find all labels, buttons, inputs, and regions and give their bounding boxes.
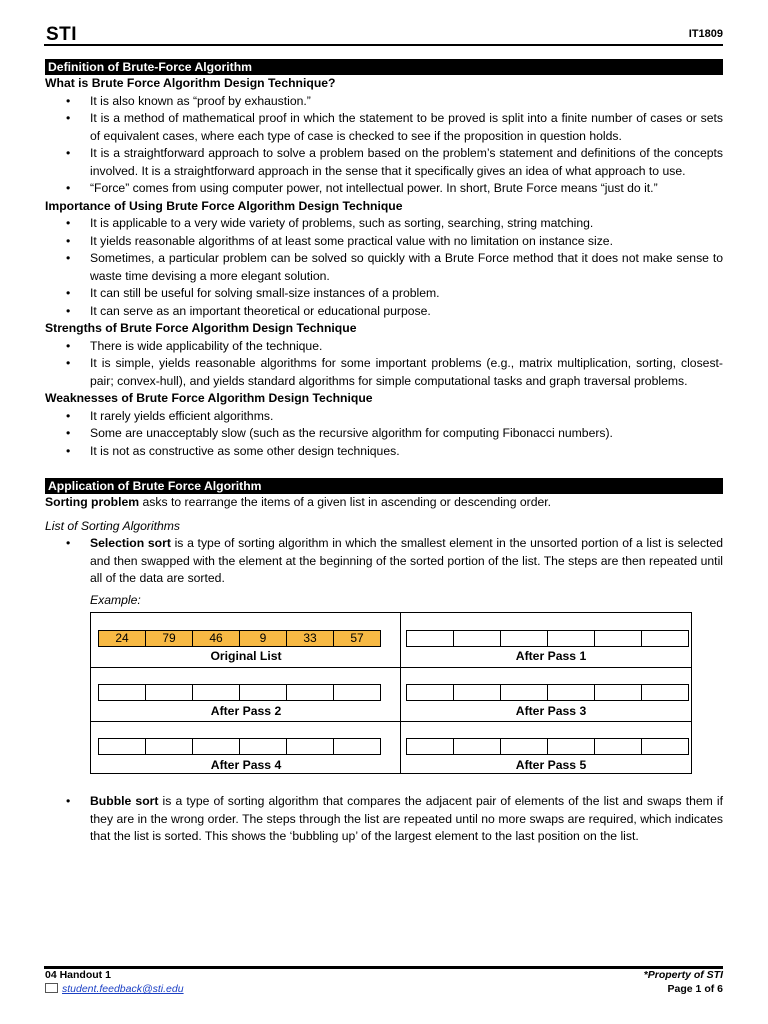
bubble-sort-text: is a type of sorting algorithm that compares the adjacent pair of elements of the list and swaps them if they are in the wrong order. The steps through the list are repeated until no more swaps are required, which indicates that the list is sorted. This shows the ‘bubbling up’ of the largest element to the last position on the list. bbox=[90, 794, 723, 843]
importance-list bbox=[45, 215, 723, 320]
feedback-contact bbox=[45, 983, 184, 995]
original-list-cells bbox=[98, 630, 380, 647]
list-item-bubble-sort bbox=[45, 793, 723, 846]
array-cell bbox=[594, 738, 642, 755]
list-item-selection-sort bbox=[45, 535, 723, 588]
strengths-list bbox=[45, 338, 723, 391]
array-cell bbox=[145, 684, 193, 701]
list-item: • It can still be useful for solving small-size instances of a problem. bbox=[45, 285, 723, 303]
property-notice: *Property of STI bbox=[643, 969, 723, 981]
array-cell bbox=[192, 684, 240, 701]
array-cell bbox=[453, 630, 501, 647]
array-cell bbox=[547, 684, 595, 701]
grid-divider bbox=[400, 613, 401, 773]
example-label: Example: bbox=[90, 592, 141, 607]
weaknesses-list bbox=[45, 408, 723, 461]
list-item: • It is also known as “proof by exhaustion.” bbox=[45, 93, 723, 111]
array-cell bbox=[594, 684, 642, 701]
list-item: • It is applicable to a very wide variety of problems, such as sorting, searching, string matching. bbox=[45, 215, 723, 233]
array-cell bbox=[406, 738, 454, 755]
array-cell bbox=[641, 684, 689, 701]
bubble-sort-term: Bubble sort bbox=[90, 794, 159, 808]
sorting-problem-term: Sorting problem bbox=[45, 495, 140, 509]
section-bar-application: Application of Brute Force Algorithm bbox=[45, 478, 723, 494]
document-body bbox=[45, 59, 723, 846]
heading-importance: Importance of Using Brute Force Algorithm Design Technique bbox=[45, 198, 403, 213]
pass2-cells bbox=[98, 684, 380, 701]
selection-sort-text: is a type of sorting algorithm in which the smallest element in the unsorted portion of a list is selected and then swapped with the element at the beginning of the sorted portion of the list. The steps are then repeated until all of the data are sorted. bbox=[90, 536, 723, 585]
caption-after-pass-4: After Pass 4 bbox=[210, 758, 282, 772]
array-cell bbox=[145, 738, 193, 755]
list-item: • There is wide applicability of the technique. bbox=[45, 338, 723, 356]
heading-strengths: Strengths of Brute Force Algorithm Design Technique bbox=[45, 321, 357, 335]
footer-rule bbox=[44, 966, 723, 969]
page-number: Page 1 of 6 bbox=[667, 983, 723, 995]
pass4-cells bbox=[98, 738, 380, 755]
array-cell: 57 bbox=[333, 630, 381, 647]
list-item: • Some are unacceptably slow (such as the recursive algorithm for computing Fibonacci numbers). bbox=[45, 425, 723, 443]
array-cell bbox=[406, 630, 454, 647]
array-cell: 33 bbox=[286, 630, 334, 647]
envelope-icon bbox=[45, 983, 58, 993]
list-item: • It yields reasonable algorithms of at least some practical value with no limitation on instance size. bbox=[45, 233, 723, 251]
array-cell bbox=[239, 684, 287, 701]
handout-label: 04 Handout 1 bbox=[45, 969, 111, 981]
list-item: • It is simple, yields reasonable algorithms for some important problems (e.g., matrix multiplication, sorting, closest-pair; convex-hull), and yields standard algorithms for simple computational tasks and graph traversal problems. bbox=[45, 355, 723, 390]
array-cell bbox=[594, 630, 642, 647]
array-cell bbox=[641, 738, 689, 755]
section-bar-definition: Definition of Brute-Force Algorithm bbox=[45, 59, 723, 75]
grid-divider bbox=[91, 667, 691, 668]
caption-after-pass-3: After Pass 3 bbox=[515, 704, 587, 718]
caption-after-pass-2: After Pass 2 bbox=[210, 704, 282, 718]
array-cell bbox=[500, 630, 548, 647]
what-is-list bbox=[45, 93, 723, 198]
array-cell: 79 bbox=[145, 630, 193, 647]
array-cell bbox=[192, 738, 240, 755]
pass5-cells bbox=[406, 738, 688, 755]
list-item: • It can serve as an important theoretical or educational purpose. bbox=[45, 303, 723, 321]
sti-logo: STI bbox=[46, 24, 78, 45]
course-code: IT1809 bbox=[688, 28, 723, 40]
array-cell bbox=[333, 684, 381, 701]
sorting-list-continued bbox=[45, 793, 723, 846]
array-cell bbox=[98, 738, 146, 755]
array-cell bbox=[641, 630, 689, 647]
feedback-email-link[interactable]: student.feedback@sti.edu bbox=[62, 983, 184, 995]
selection-sort-example-grid bbox=[90, 612, 692, 774]
array-cell bbox=[286, 738, 334, 755]
sorting-problem-paragraph bbox=[45, 494, 723, 512]
array-cell: 9 bbox=[239, 630, 287, 647]
sorting-problem-text: asks to rearrange the items of a given list in ascending or descending order. bbox=[139, 495, 552, 509]
list-item: • It is not as constructive as some other design techniques. bbox=[45, 443, 723, 461]
heading-what-is: What is Brute Force Algorithm Design Technique? bbox=[45, 76, 336, 90]
array-cell bbox=[547, 630, 595, 647]
selection-sort-term: Selection sort bbox=[90, 536, 171, 550]
array-cell bbox=[547, 738, 595, 755]
grid-divider bbox=[91, 721, 691, 722]
array-cell bbox=[453, 738, 501, 755]
list-item: • It is a straightforward approach to solve a problem based on the problem’s statement and definitions of the concepts involved. It is a straightforward approach in the sense that it specifically gives an idea of what approach to use. bbox=[45, 145, 723, 180]
caption-original-list: Original List bbox=[210, 649, 282, 663]
array-cell bbox=[98, 684, 146, 701]
array-cell bbox=[500, 738, 548, 755]
array-cell: 46 bbox=[192, 630, 240, 647]
list-item: • It is a method of mathematical proof in which the statement to be proved is split into a finite number of cases or sets of equivalent cases, where each type of case is checked to see if the proposition in question holds. bbox=[45, 110, 723, 145]
sorting-list bbox=[45, 535, 723, 588]
list-item: • Sometimes, a particular problem can be solved so quickly with a Brute Force method that it does not make sense to waste time devising a more elegant solution. bbox=[45, 250, 723, 285]
list-of-sorting-title: List of Sorting Algorithms bbox=[45, 518, 181, 533]
array-cell bbox=[286, 684, 334, 701]
list-item: • “Force” comes from using computer power, not intellectual power. In short, Brute Force means “just do it.” bbox=[45, 180, 723, 198]
array-cell bbox=[333, 738, 381, 755]
array-cell bbox=[406, 684, 454, 701]
array-cell bbox=[453, 684, 501, 701]
pass3-cells bbox=[406, 684, 688, 701]
caption-after-pass-1: After Pass 1 bbox=[515, 649, 587, 663]
array-cell bbox=[239, 738, 287, 755]
array-cell: 24 bbox=[98, 630, 146, 647]
pass1-cells bbox=[406, 630, 688, 647]
caption-after-pass-5: After Pass 5 bbox=[515, 758, 587, 772]
header-rule bbox=[44, 44, 723, 46]
heading-weaknesses: Weaknesses of Brute Force Algorithm Design Technique bbox=[45, 391, 373, 405]
array-cell bbox=[500, 684, 548, 701]
list-item: • It rarely yields efficient algorithms. bbox=[45, 408, 723, 426]
